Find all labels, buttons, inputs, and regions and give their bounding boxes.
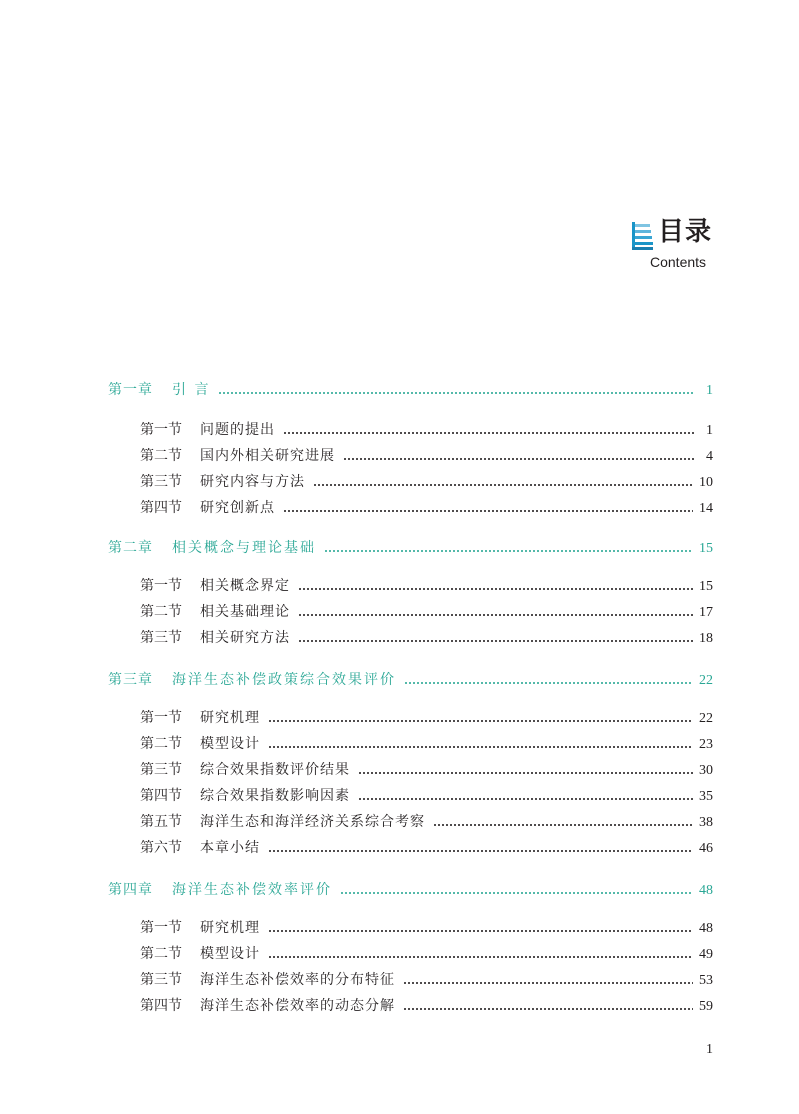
dot-leader [433, 824, 693, 826]
dot-leader [404, 682, 693, 684]
section-number: 第四节 [140, 788, 182, 804]
section-title: 研究机理 [200, 710, 260, 726]
dot-leader [283, 432, 695, 434]
dot-leader [358, 772, 693, 774]
section-number: 第三节 [140, 630, 182, 646]
dot-leader [298, 588, 693, 590]
section-number: 第一节 [140, 920, 182, 936]
dot-leader [343, 458, 695, 460]
toc-section-entry[interactable] [140, 968, 713, 992]
toc-chapter-entry[interactable] [108, 536, 713, 560]
toc-section-entry[interactable] [140, 626, 713, 650]
toc-section-entry[interactable] [140, 732, 713, 756]
page-ref: 14 [699, 501, 713, 516]
dot-leader [298, 614, 693, 616]
dot-leader [298, 640, 693, 642]
toc-section-entry[interactable] [140, 444, 713, 468]
section-number: 第六节 [140, 840, 182, 856]
section-number: 第二节 [140, 604, 182, 620]
section-number: 第一节 [140, 710, 182, 726]
page-ref: 22 [699, 711, 713, 726]
page-ref: 10 [699, 475, 713, 490]
chapter-title: 海洋生态补偿效率评价 [172, 882, 332, 898]
dot-leader [268, 720, 693, 722]
page-ref: 17 [699, 605, 713, 620]
section-number: 第三节 [140, 972, 182, 988]
dot-leader [358, 798, 693, 800]
page-ref: 46 [699, 841, 713, 856]
section-number: 第四节 [140, 998, 182, 1014]
page-title: 目录 [658, 217, 713, 247]
dot-leader [268, 746, 693, 748]
toc-section-entry[interactable] [140, 574, 713, 598]
section-number: 第一节 [140, 422, 182, 438]
chapter-number: 第四章 [108, 882, 153, 898]
toc-chapter-entry[interactable] [108, 378, 713, 402]
page-ref: 53 [699, 973, 713, 988]
page-ref: 48 [699, 921, 713, 936]
toc-section-entry[interactable] [140, 784, 713, 808]
dot-leader [324, 550, 693, 552]
section-title: 模型设计 [200, 736, 260, 752]
toc-section-entry[interactable] [140, 706, 713, 730]
section-title: 海洋生态补偿效率的分布特征 [200, 972, 395, 988]
section-title: 本章小结 [200, 840, 260, 856]
dot-leader [403, 982, 693, 984]
toc-section-entry[interactable] [140, 810, 713, 834]
section-title: 模型设计 [200, 946, 260, 962]
dot-leader [268, 850, 693, 852]
page-ref: 22 [699, 673, 713, 688]
page-ref: 48 [699, 883, 713, 898]
toc-section-entry[interactable] [140, 836, 713, 860]
page-subtitle: Contents [650, 254, 707, 270]
toc-section-entry[interactable] [140, 496, 713, 520]
dot-leader [268, 956, 693, 958]
section-number: 第一节 [140, 578, 182, 594]
section-title: 研究创新点 [200, 500, 275, 516]
page-ref: 18 [699, 631, 713, 646]
toc-chapter-entry[interactable] [108, 668, 713, 692]
page-ref: 30 [699, 763, 713, 778]
page-ref: 59 [699, 999, 713, 1014]
dot-leader [313, 484, 693, 486]
section-number: 第四节 [140, 500, 182, 516]
section-title: 问题的提出 [200, 422, 275, 438]
section-title: 综合效果指数评价结果 [200, 762, 350, 778]
page-ref: 23 [699, 737, 713, 752]
toc-chapter-entry[interactable] [108, 878, 713, 902]
dot-leader [340, 892, 693, 894]
section-title: 相关基础理论 [200, 604, 290, 620]
chapter-title: 海洋生态补偿政策综合效果评价 [172, 672, 396, 688]
dot-leader [268, 930, 693, 932]
toc-section-entry[interactable] [140, 600, 713, 624]
section-number: 第三节 [140, 762, 182, 778]
page-ref: 38 [699, 815, 713, 830]
section-title: 相关概念界定 [200, 578, 290, 594]
section-number: 第二节 [140, 448, 182, 464]
page-ref: 49 [699, 947, 713, 962]
toc-section-entry[interactable] [140, 470, 713, 494]
section-title: 海洋生态补偿效率的动态分解 [200, 998, 395, 1014]
chapter-title: 引 言 [172, 382, 211, 398]
dot-leader [403, 1008, 693, 1010]
page-ref: 4 [706, 449, 713, 464]
dot-leader [283, 510, 693, 512]
chapter-number: 第三章 [108, 672, 153, 688]
toc-section-entry[interactable] [140, 418, 713, 442]
section-number: 第三节 [140, 474, 182, 490]
toc-section-entry[interactable] [140, 758, 713, 782]
page-ref: 15 [699, 541, 713, 556]
chapter-number: 第一章 [108, 382, 153, 398]
section-title: 相关研究方法 [200, 630, 290, 646]
toc-section-entry[interactable] [140, 942, 713, 966]
page-ref: 15 [699, 579, 713, 594]
section-title: 研究内容与方法 [200, 474, 305, 490]
toc-section-entry[interactable] [140, 994, 713, 1018]
chapter-number: 第二章 [108, 540, 153, 556]
dot-leader [218, 392, 695, 394]
section-number: 第二节 [140, 736, 182, 752]
section-title: 研究机理 [200, 920, 260, 936]
section-number: 第五节 [140, 814, 182, 830]
contents-header [630, 214, 720, 274]
book-logo-icon [630, 220, 654, 252]
page-ref: 1 [706, 383, 713, 398]
page-ref: 1 [706, 423, 713, 438]
toc-section-entry[interactable] [140, 916, 713, 940]
section-title: 海洋生态和海洋经济关系综合考察 [200, 814, 425, 830]
section-title: 国内外相关研究进展 [200, 448, 335, 464]
section-number: 第二节 [140, 946, 182, 962]
page-number: 1 [706, 1042, 713, 1057]
chapter-title: 相关概念与理论基础 [172, 540, 316, 556]
section-title: 综合效果指数影响因素 [200, 788, 350, 804]
page-ref: 35 [699, 789, 713, 804]
